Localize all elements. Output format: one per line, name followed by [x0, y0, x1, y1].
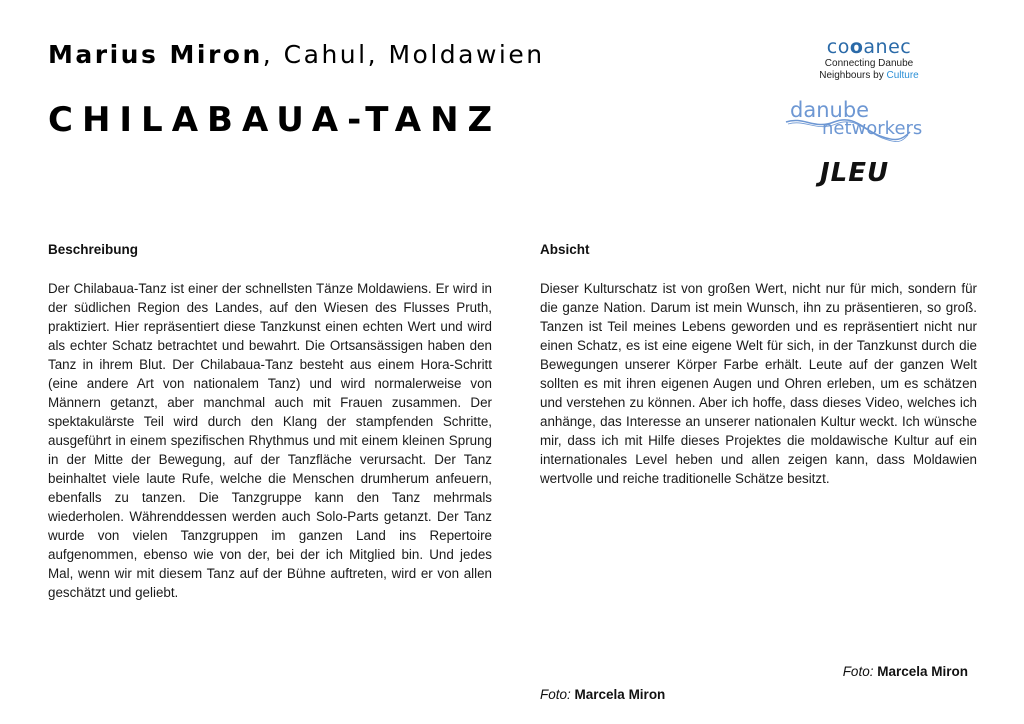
cooanec-tagline-1: Connecting Danube: [824, 58, 914, 69]
cooanec-tagline-2a: Neighbours by: [819, 70, 887, 81]
jleu-logo: JLEU: [820, 158, 890, 188]
description-section: [48, 240, 492, 602]
networkers-word: networkers: [822, 118, 923, 139]
danube-word: danube: [790, 98, 870, 122]
cooanec-wordmark-right: anec: [863, 36, 912, 58]
page-title: CHILABAUA-TANZ: [48, 100, 502, 140]
description-heading: Beschreibung: [48, 242, 139, 257]
intention-heading: Absicht: [540, 242, 590, 257]
author-line: [48, 40, 545, 69]
photo-credit-name: Marcela Miron: [877, 664, 968, 679]
cooanec-wordmark-mid: o: [849, 36, 864, 58]
author-name: Marius Miron: [48, 40, 263, 69]
cooanec-wordmark-left: co: [826, 36, 850, 58]
cooanec-logo: [814, 36, 924, 82]
photo-credit: [843, 664, 968, 679]
photo-credit: [540, 687, 665, 702]
danube-networkers-logo: [784, 98, 923, 142]
cooanec-wordmark: [814, 36, 924, 58]
cooanec-tagline-2b: Culture: [886, 70, 919, 81]
photo-credit-name: Marcela Miron: [574, 687, 666, 702]
cooanec-tagline-2: [814, 70, 924, 82]
photo-credit-label: Foto:: [842, 664, 874, 679]
author-location: , Cahul, Moldawien: [262, 40, 545, 69]
photo-credit-label: Foto:: [540, 687, 571, 702]
description-text: Der Chilabaua-Tanz ist einer der schnellsten Tänze Moldawiens. Er wird in der südlichen Region des Landes, auf den Wiesen des Flusses Pruth, praktiziert. Hier repräsentiert diese Tanzkunst einen echten Wert und wird als echter Schatz betrachtet und bewahrt. Die Ortsansässigen haben den Tanz in ihrem Blut. Der Chilabaua-Tanz besteht aus einem Hora-Schritt (eine andere Art von nationalem Tanz) und wird normalerweise von Männern getanzt, aber manchmal auch mit Frauen zusammen. Der spektakulärste Teil wird durch den Klang der stampfenden Schritte, ausgeführt in einem spezifischen Rhythmus und mit einem kleinen Sprung in der Mitte der Bewegung, auf der Tanzfläche verursacht. Der Tanz beinhaltet viele laute Rufe, welche die Menschen drumherum anfeuern, ebenfalls zu tanzen. Die Tanzgruppe kann den Tanz mehrmals wiederholen. Währenddessen werden auch Solo-Parts getanzt. Der Tanz wurde von vielen Tanzgruppen im ganzen Land ins Repertoire aufgenommen, ebenso wie von der, bei der ich Mitglied bin. Und jedes Mal, wenn wir mit diesem Tanz auf der Bühne auftreten, wird er von allen geschätzt und geliebt.: [48, 281, 492, 600]
intention-text: Dieser Kulturschatz ist von großen Wert, nicht nur für mich, sondern für die ganze Nation. Darum ist mein Wunsch, ihn zu präsentieren, so groß. Tanzen ist Teil meines Lebens geworden und es repräsentiert nicht nur einen Schatz, es ist eine eigene Welt für sich, in der Tanzkunst durch die Bewegungen unserer Körper Farbe erhält. Leute auf der ganzen Welt sollten es mit ihren eigenen Augen und Ohren erleben, um es schätzen und verstehen zu können. Aber ich hoffe, dass dieses Video, welches ich anhänge, das Interesse an unserer nationalen Kultur weckt. Ich wünsche mir, dass ich mit Hilfe dieses Projektes die moldawische Kultur auf ein internationales Level heben und allen zeigen kann, dass Moldawien wertvolle und reiche traditionelle Schätze besitzt.: [540, 281, 977, 486]
intention-section: [540, 240, 977, 488]
